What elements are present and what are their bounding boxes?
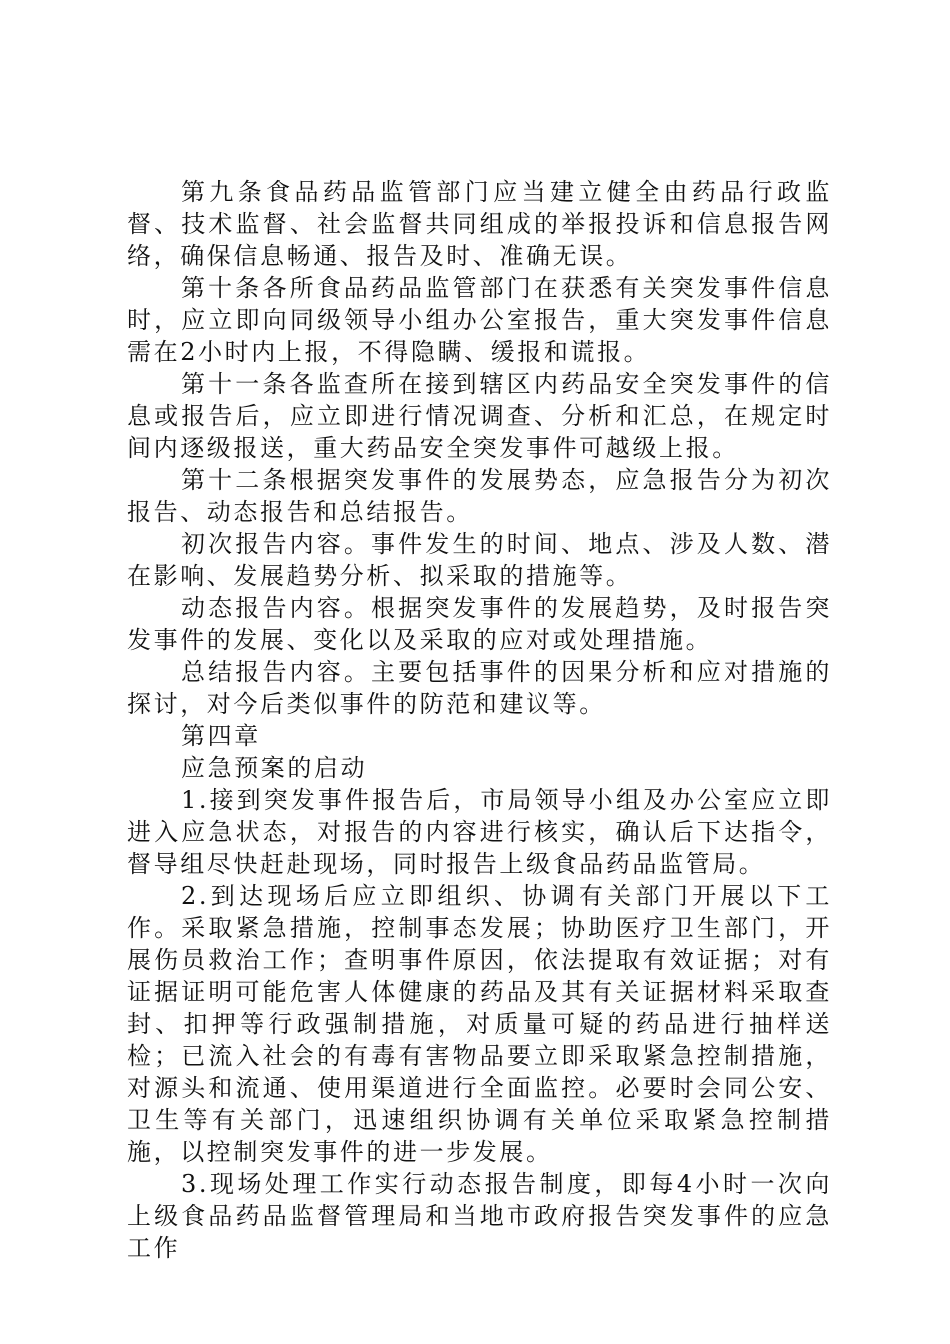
article-9-paragraph: 第九条食品药品监管部门应当建立健全由药品行政监督、技术监督、社会监督共同组成的举报投诉和信息报告网络，确保信息畅通、报告及时、准确无误。 (127, 178, 832, 270)
chapter-number: 第四章 (181, 722, 261, 750)
list-item-2: 2.到达现场后应立即组织、协调有关部门开展以下工作。采取紧急措施，控制事态发展；协助医疗卫生部门，开展伤员救治工作；查明事件原因，依法提取有效证据；对有证据证明可能危害人体健康的药品及其有关证据材料采取查封、扣押等行政强制措施，对质量可疑的药品进行抽样送检；已流入社会的有毒有害物品要立即采取紧急控制措施，对源头和流通、使用渠道进行全面监控。必要时会同公安、卫生等有关部门，迅速组织协调有关单位采取紧急控制措施，以控制突发事件的进一步发展。 (127, 882, 832, 1166)
article-12-paragraph: 第十二条根据突发事件的发展势态，应急报告分为初次报告、动态报告和总结报告。 (127, 466, 832, 526)
initial-report-paragraph: 初次报告内容。事件发生的时间、地点、涉及人数、潜在影响、发展趋势分析、拟采取的措施等。 (127, 530, 832, 590)
list-item-3: 3.现场处理工作实行动态报告制度，即每4小时一次向上级食品药品监督管理局和当地市政府报告突发事件的应急工作 (127, 1170, 832, 1262)
article-11-paragraph: 第十一条各监查所在接到辖区内药品安全突发事件的信息或报告后，应立即进行情况调查、分析和汇总，在规定时间内逐级报送，重大药品安全突发事件可越级上报。 (127, 370, 832, 462)
summary-report-paragraph: 总结报告内容。主要包括事件的因果分析和应对措施的探讨，对今后类似事件的防范和建议等。 (127, 658, 832, 718)
dynamic-report-paragraph: 动态报告内容。根据突发事件的发展趋势，及时报告突发事件的发展、变化以及采取的应对或处理措施。 (127, 594, 832, 654)
document-body (127, 176, 832, 1264)
chapter-title: 应急预案的启动 (181, 754, 368, 782)
article-10-paragraph: 第十条各所食品药品监管部门在获悉有关突发事件信息时，应立即向同级领导小组办公室报告，重大突发事件信息需在2小时内上报，不得隐瞒、缓报和谎报。 (127, 274, 832, 366)
list-item-1: 1.接到突发事件报告后，市局领导小组及办公室应立即进入应急状态，对报告的内容进行核实，确认后下达指令，督导组尽快赶赴现场，同时报告上级食品药品监管局。 (127, 786, 832, 878)
